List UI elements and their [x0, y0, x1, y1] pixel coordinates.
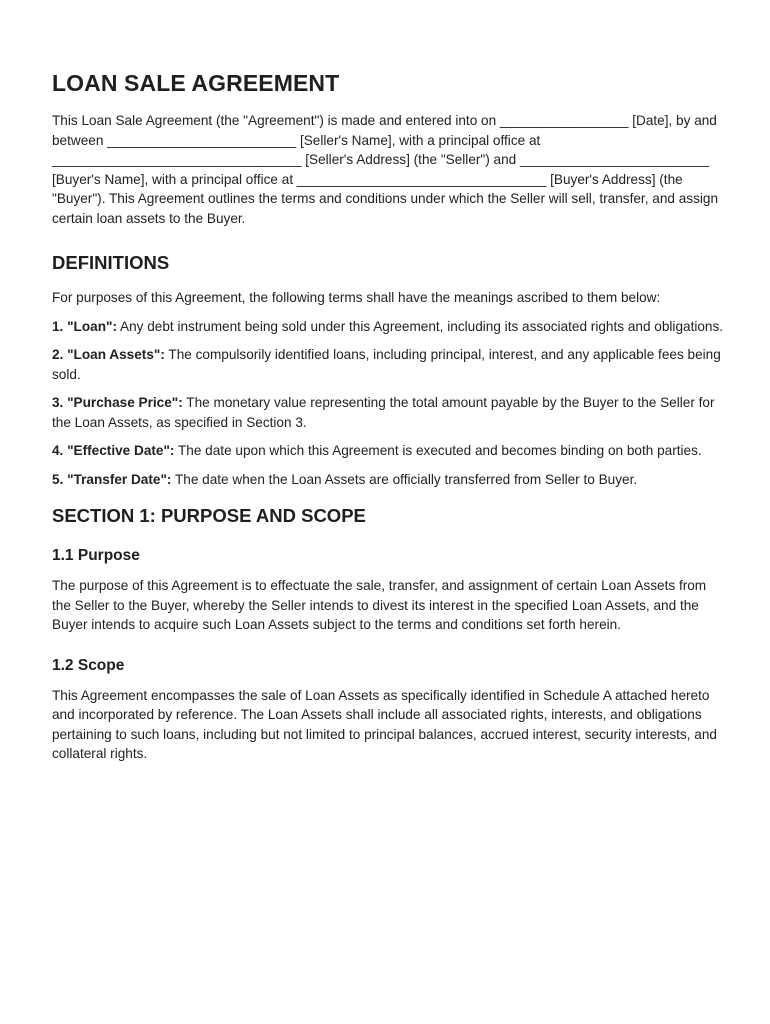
definition-item-loan [52, 317, 724, 337]
purpose-paragraph: The purpose of this Agreement is to effectuate the sale, transfer, and assignment of certain Loan Assets from the Seller to the Buyer, whereby the Seller intends to divest its interest in the specified Loan Assets, and the Buyer intends to acquire such Loan Assets subject to the terms and conditions set forth herein. [52, 578, 707, 632]
scope-paragraph: This Agreement encompasses the sale of Loan Assets as specifically identified in Schedule A attached hereto and incorporated by reference. The Loan Assets shall include all associated rights, interests, and obligations pertaining to such loans, including but not limited to principal balances, accrued interest, security interests, and collateral rights. [52, 687, 717, 761]
document-title: LOAN SALE AGREEMENT [52, 70, 340, 96]
definition-item-loan-assets [52, 345, 724, 384]
definition-term: 1. "Loan": [52, 318, 118, 334]
definition-text: The monetary value representing the total amount payable by the Buyer to the Seller for the Loan Assets, as specified in Section 3. [52, 395, 715, 430]
section1-heading: SECTION 1: PURPOSE AND SCOPE [52, 505, 366, 526]
definitions-intro: For purposes of this Agreement, the following terms shall have the meanings ascribed to them below: [52, 290, 661, 305]
purpose-heading: 1.1 Purpose [52, 547, 140, 564]
definition-term: 5. "Transfer Date": [52, 471, 172, 487]
definition-item-transfer-date [52, 470, 724, 490]
definition-item-effective-date [52, 441, 724, 461]
definition-text: Any debt instrument being sold under this Agreement, including its associated rights and obligations. [117, 318, 724, 334]
definition-text: The date when the Loan Assets are officially transferred from Seller to Buyer. [171, 471, 638, 487]
definition-term: 2. "Loan Assets": [52, 347, 165, 362]
definitions-heading: DEFINITIONS [52, 252, 170, 273]
definition-term: 3. "Purchase Price": [52, 395, 183, 410]
scope-heading: 1.2 Scope [52, 656, 125, 674]
document-page [52, 70, 724, 764]
intro-paragraph: This Loan Sale Agreement (the "Agreement") is made and entered into on _________________ [Date], by and between _________________________ [Seller's Name], with a principal office at _________________________________ [Seller's Address] (the "Seller") and _________________________ [Buyer's Name], with a principal office at _________________________________ [Buyer's Address] (the "Buyer"). This Agreement outlines the terms and conditions under which the Seller will sell, transfer, and assign certain loan assets to the Buyer. [52, 113, 719, 226]
definition-text: The compulsorily identified loans, including principal, interest, and any applicable fees being sold. [52, 347, 721, 382]
definition-text: The date upon which this Agreement is executed and becomes binding on both parties. [174, 443, 702, 458]
definition-term: 4. "Effective Date": [52, 443, 175, 458]
definition-item-purchase-price [52, 393, 724, 432]
